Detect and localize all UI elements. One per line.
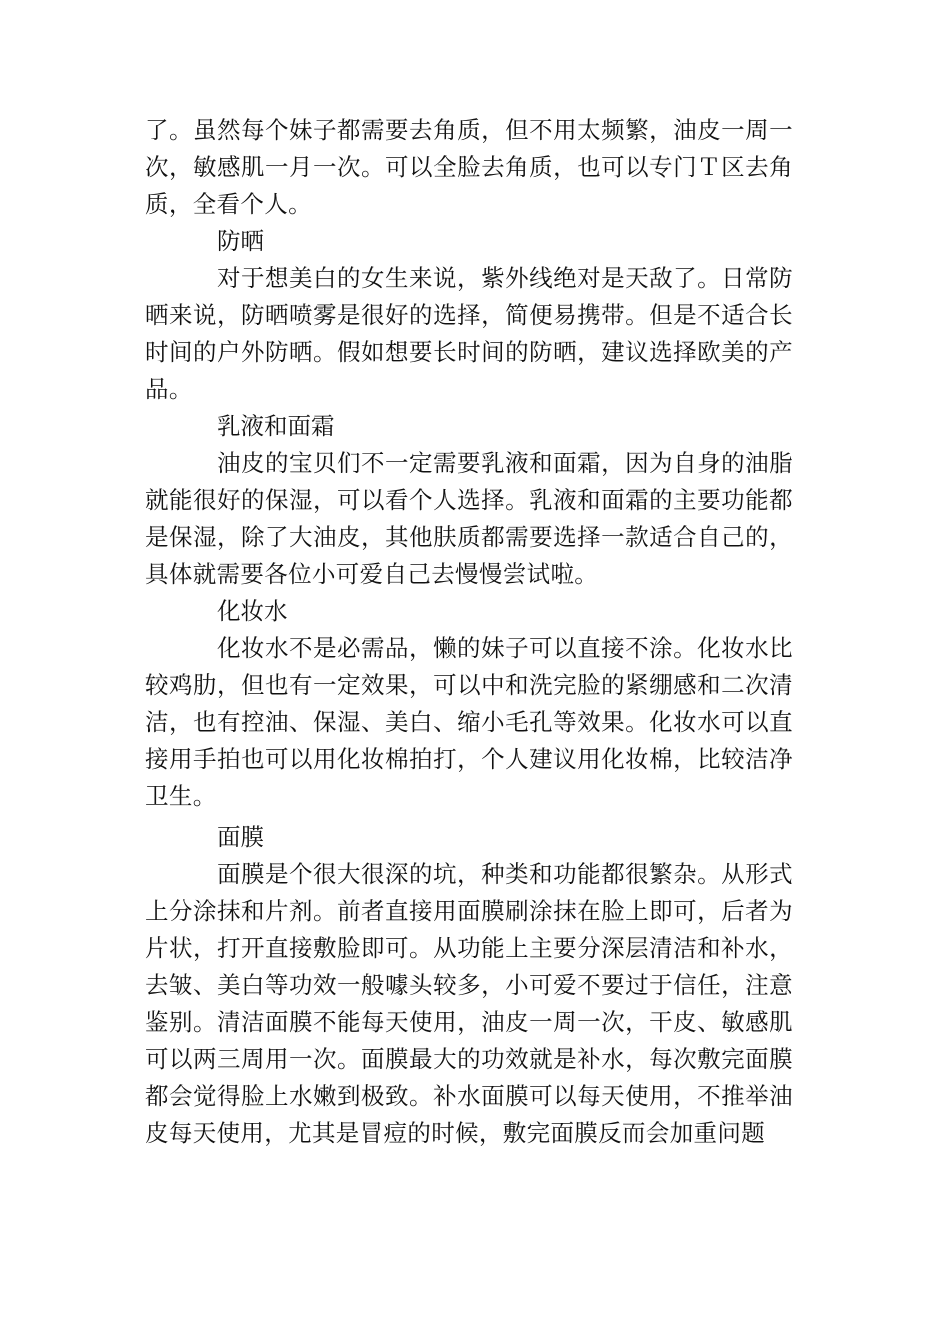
document-page	[145, 112, 793, 1152]
section-heading-toner: 化妆水	[217, 597, 288, 625]
section-heading-sunscreen: 防晒	[217, 227, 264, 255]
section-body-toner: 化妆水不是必需品，懒的妹子可以直接不涂。化妆水比较鸡肋，但也有一定效果，可以中和洗完脸的紧绷感和二次清洁，也有控油、保湿、美白、缩小毛孔等效果。化妆水可以直接用手拍也可以用化妆棉拍打，个人建议用化妆棉，比较洁净卫生。	[145, 634, 793, 810]
intro-paragraph: 了。虽然每个妹子都需要去角质，但不用太频繁，油皮一周一次，敏感肌一月一次。可以全脸去角质，也可以专门Ｔ区去角质，全看个人。	[145, 116, 793, 218]
section-heading-mask: 面膜	[217, 823, 264, 851]
section-body-lotion-cream: 油皮的宝贝们不一定需要乳液和面霜，因为自身的油脂就能很好的保湿，可以看个人选择。乳液和面霜的主要功能都是保湿，除了大油皮，其他肤质都需要选择一款适合自己的，具体就需要各位小可爱自己去慢慢尝试啦。	[145, 449, 793, 588]
section-heading-lotion-cream: 乳液和面霜	[217, 412, 335, 440]
section-body-sunscreen: 对于想美白的女生来说，紫外线绝对是天敌了。日常防晒来说，防晒喷雾是很好的选择，简便易携带。但是不适合长时间的户外防晒。假如想要长时间的防晒，建议选择欧美的产品。	[145, 264, 793, 403]
section-body-mask: 面膜是个很大很深的坑，种类和功能都很繁杂。从形式上分涂抹和片剂。前者直接用面膜刷涂抹在脸上即可，后者为片状，打开直接敷脸即可。从功能上主要分深层清洁和补水，去皱、美白等功效一般噱头较多，小可爱不要过于信任，注意鉴别。清洁面膜不能每天使用，油皮一周一次，干皮、敏感肌可以两三周用一次。面膜最大的功效就是补水，每次敷完面膜都会觉得脸上水嫩到极致。补水面膜可以每天使用，不推举油皮每天使用，尤其是冒痘的时候，敷完面膜反而会加重问题	[145, 860, 793, 1147]
